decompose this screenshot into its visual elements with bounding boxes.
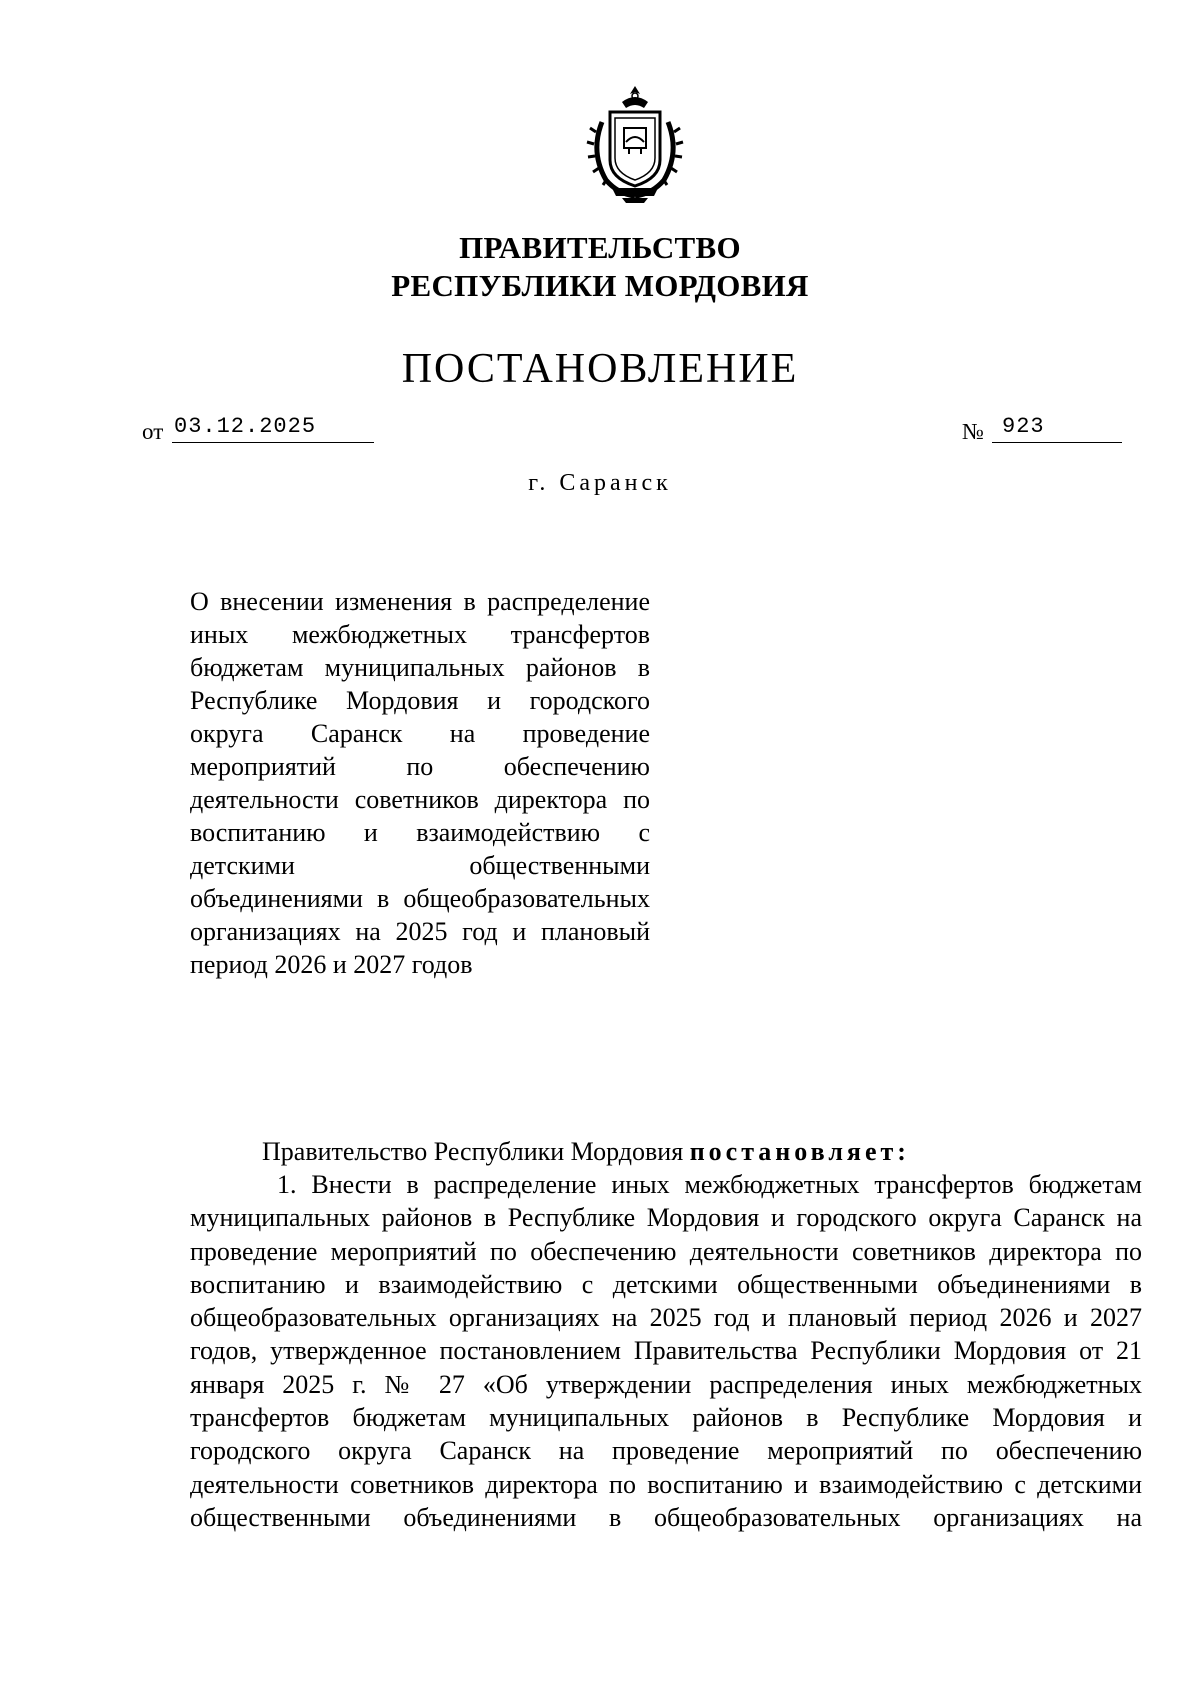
city: г. Саранск (528, 470, 672, 496)
organization-name-line2: РЕСПУБЛИКИ МОРДОВИЯ (391, 268, 809, 303)
preamble-action: постановляет: (689, 1137, 910, 1166)
document-number: 923 (1002, 414, 1045, 439)
number-prefix: № (962, 419, 984, 444)
preamble-text: Правительство Республики Мордовия (262, 1137, 684, 1166)
document-subject: О внесении изменения в распределение иных межбюджетных трансфертов бюджетам муниципальных районов в Республике Мордовия и городского округа Саранск на проведение мероприятий по обеспечению деятельности советников директора по воспитанию и взаимодействию с детскими общественными объединениями в общеобразовательных организациях на 2025 год и плановый период 2026 и 2027 годов (190, 587, 650, 979)
date-underline (172, 442, 374, 443)
document-date: 03.12.2025 (174, 414, 317, 439)
organization-name-line1: ПРАВИТЕЛЬСТВО (459, 230, 741, 265)
date-prefix: от (142, 419, 164, 444)
preamble (262, 1135, 1142, 1168)
coat-of-arms-icon (582, 82, 688, 206)
number-underline (992, 442, 1122, 443)
paragraph-1: 1. Внести в распределение иных межбюджетных трансфертов бюджетам муниципальных районов в Республике Мордовия и городского округа Саранск на проведение мероприятий по обеспечению деятельности советников директора по воспитанию и взаимодействию с детскими общественными объединениями в общеобразовательных организациях на 2025 год и плановый период 2026 и 2027 годов, утвержденное постановлением Правительства Республики Мордовия от 21 января 2025 г. № 27 «Об утверждении распределения иных межбюджетных трансфертов бюджетам муниципальных районов в Республике Мордовия и городского округа Саранск на проведение мероприятий по обеспечению деятельности советников директора по воспитанию и взаимодействию с детскими общественными объединениями в общеобразовательных организациях на (190, 1170, 1142, 1532)
document-type-title: ПОСТАНОВЛЕНИЕ (401, 346, 799, 392)
